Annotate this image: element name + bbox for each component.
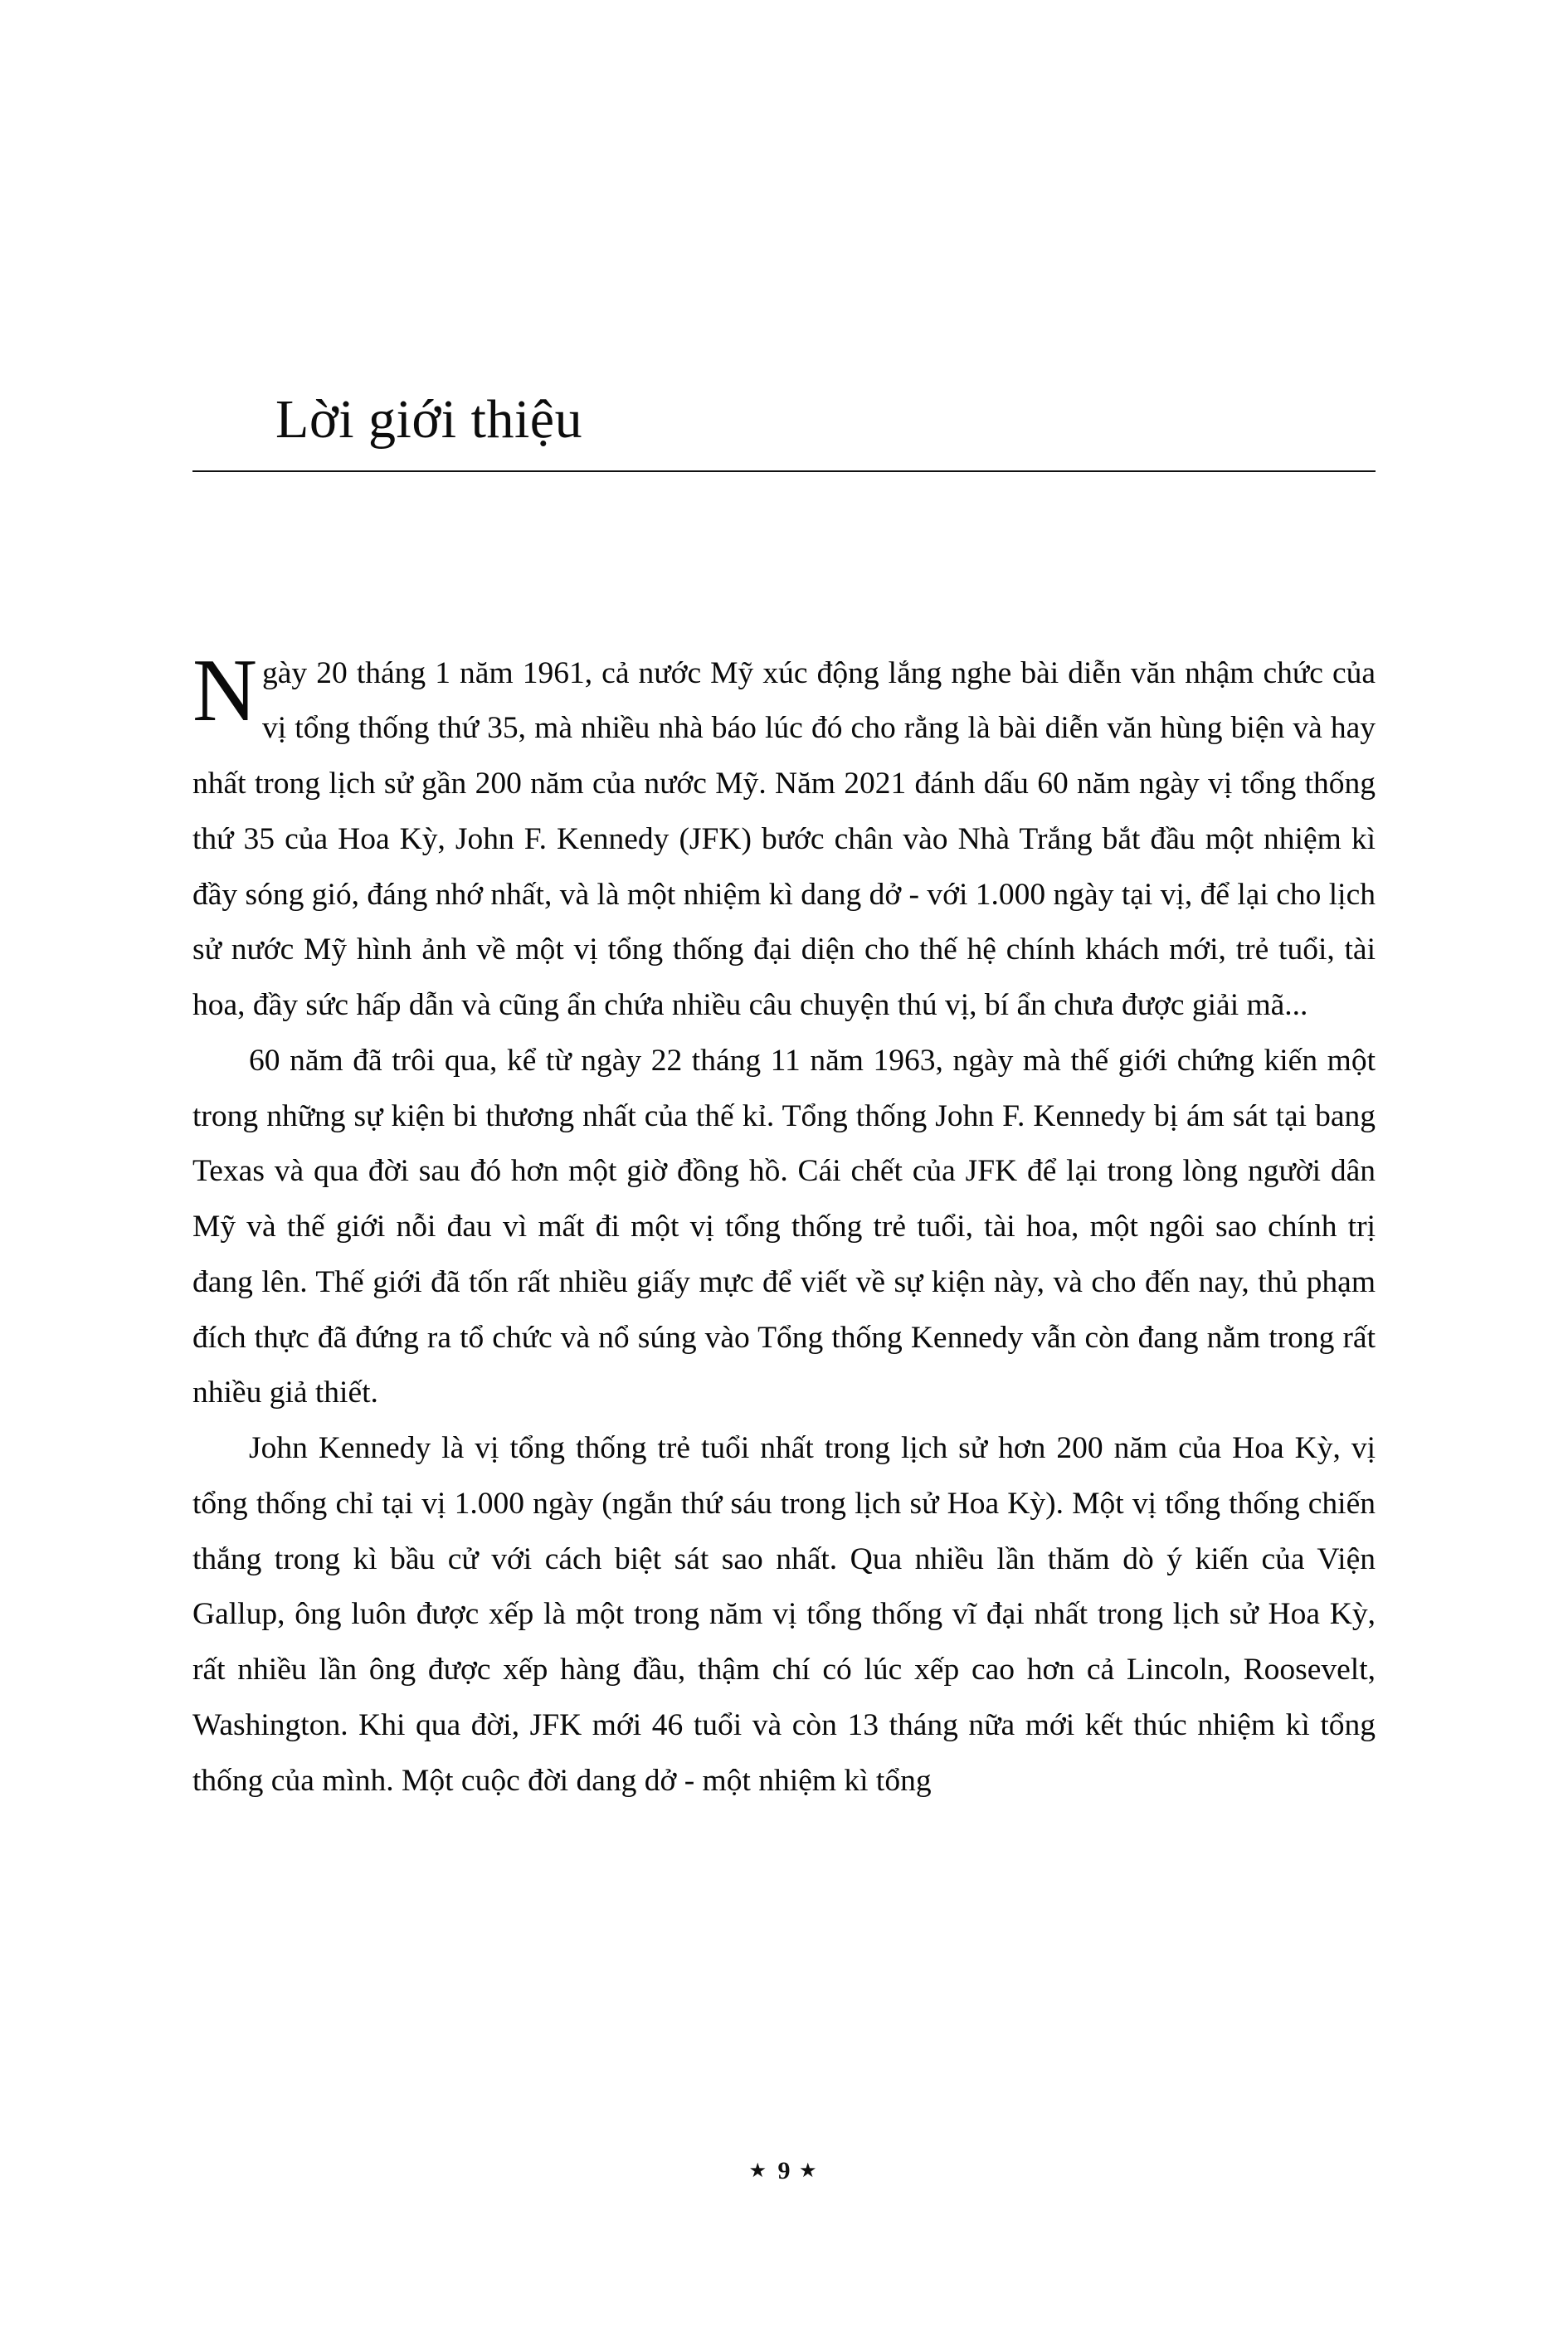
paragraph-1 bbox=[192, 640, 1376, 1034]
page-title: Lời giới thiệu bbox=[275, 389, 583, 450]
paragraph-3: John Kennedy là vị tổng thống trẻ tuổi nhất trong lịch sử hơn 200 năm của Hoa Kỳ, vị tổng thống chỉ tại vị 1.000 ngày (ngắn thứ sáu trong lịch sử Hoa Kỳ). Một vị tổng thống chiến thắng trong kì bầu cử với cách biệt sát sao nhất. Qua nhiều lần thăm dò ý kiến của Viện Gallup, ông luôn được xếp là một trong năm vị tổng thống vĩ đại nhất trong lịch sử Hoa Kỳ, rất nhiều lần ông được xếp hàng đầu, thậm chí có lúc xếp cao hơn cả Lincoln, Roosevelt, Washington. Khi qua đời, JFK mới 46 tuổi và còn 13 tháng nữa mới kết thúc nhiệm kì tổng thống của mình. Một cuộc đời dang dở - một nhiệm kì tổng bbox=[192, 1431, 1376, 1798]
page-content bbox=[192, 390, 1376, 1809]
drop-cap-letter: N bbox=[192, 640, 257, 740]
title-divider bbox=[192, 470, 1376, 472]
paragraph-2: 60 năm đã trôi qua, kể từ ngày 22 tháng 11 năm 1963, ngày mà thế giới chứng kiến một trong những sự kiện bi thương nhất của thế kỉ. Tổng thống John F. Kennedy bị ám sát tại bang Texas và qua đời sau đó hơn một giờ đồng hồ. Cái chết của JFK để lại trong lòng người dân Mỹ và thế giới nỗi đau vì mất đi một vị tổng thống trẻ tuổi, tài hoa, một ngôi sao chính trị đang lên. Thế giới đã tốn rất nhiều giấy mực để viết về sự kiện này, và cho đến nay, thủ phạm đích thực đã đứng ra tổ chức và nổ súng vào Tổng thống Kennedy vẫn còn đang nằm trong rất nhiều giả thiết. bbox=[192, 1043, 1376, 1410]
star-right-icon: ★ bbox=[799, 2160, 820, 2182]
page-footer bbox=[0, 2157, 1568, 2185]
star-left-icon: ★ bbox=[748, 2160, 769, 2182]
page-number: 9 bbox=[777, 2157, 791, 2184]
body-text bbox=[192, 640, 1376, 1809]
paragraph-1-text: gày 20 tháng 1 năm 1961, cả nước Mỹ xúc động lắng nghe bài diễn văn nhậm chức của vị tổng thống thứ 35, mà nhiều nhà báo lúc đó cho rằng là bài diễn văn hùng biện và hay nhất trong lịch sử gần 200 năm của nước Mỹ. Năm 2021 đánh dấu 60 năm ngày vị tổng thống thứ 35 của Hoa Kỳ, John F. Kennedy (JFK) bước chân vào Nhà Trắng bắt đầu một nhiệm kì đầy sóng gió, đáng nhớ nhất, và là một nhiệm kì dang dở - với 1.000 ngày tại vị, để lại cho lịch sử nước Mỹ hình ảnh về một vị tổng thống đại diện cho thế hệ chính khách mới, trẻ tuổi, tài hoa, đầy sức hấp dẫn và cũng ẩn chứa nhiều câu chuyện thú vị, bí ẩn chưa được giải mã... bbox=[192, 655, 1376, 1023]
